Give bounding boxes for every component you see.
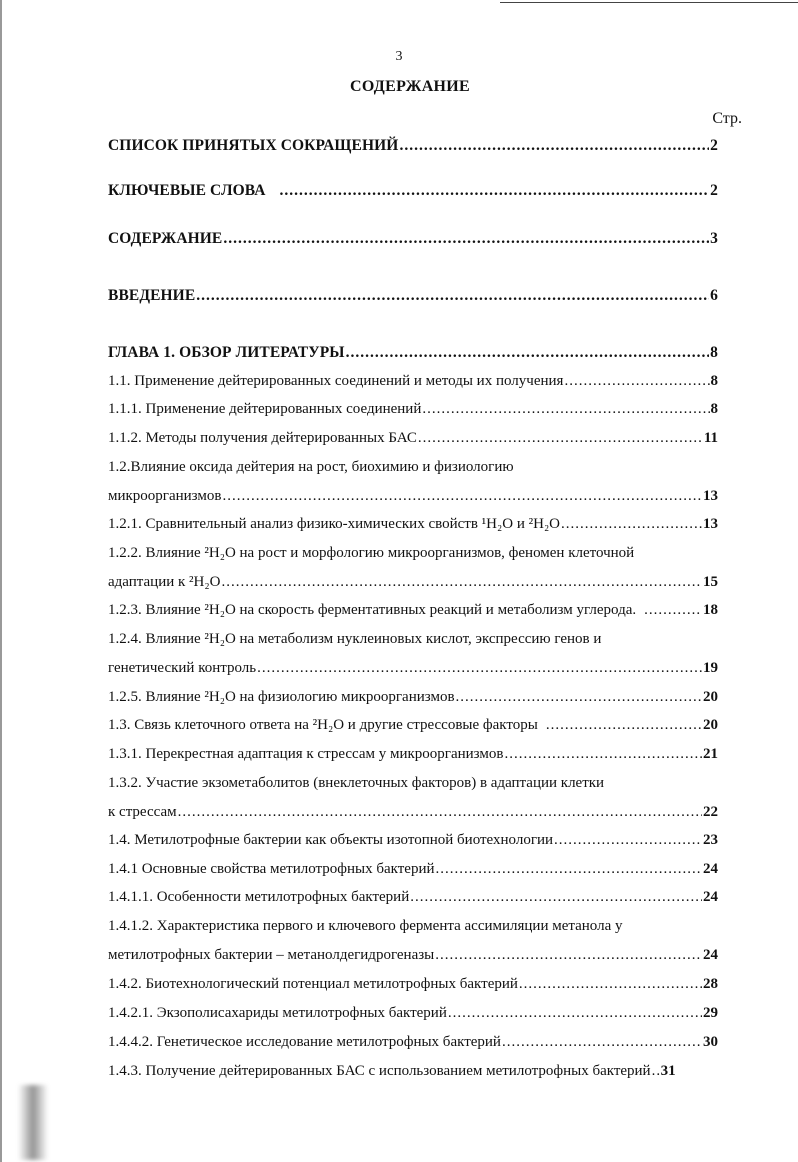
toc-entry: 1.1.1. Применение дейтерированных соединений ..... 8: [108, 399, 718, 419]
page-title: СОДЕРЖАНИЕ: [349, 78, 471, 95]
scan-artifact: [18, 1085, 48, 1160]
page-number: 3: [395, 49, 403, 64]
toc-entry: 1.4.1 Основные свойства метилотрофных бактерий ..... 24: [108, 859, 718, 879]
toc-entry: адаптации к ²H₂O ..... 15: [108, 572, 718, 592]
scan-left-border: [0, 0, 2, 1162]
toc-chapter-heading: ГЛАВА 1. ОБЗОР ЛИТЕРАТУРЫ ..... 8: [108, 343, 718, 363]
toc-entry: 1.2.5. Влияние ²H₂O на физиологию микроорганизмов ..... 20: [108, 687, 718, 707]
toc-entry: КЛЮЧЕВЫЕ СЛОВА ..... 2: [108, 181, 718, 201]
toc-entry: СОДЕРЖАНИЕ ..... 3: [108, 229, 718, 249]
toc-entry-line1: 1.4.1.2. Характеристика первого и ключевого фермента ассимиляции метанола у: [108, 918, 623, 934]
toc-entry: ВВЕДЕНИЕ ..... 6: [108, 286, 718, 306]
toc-entry: генетический контроль ..... 19: [108, 658, 718, 678]
toc-entry: 1.2.1. Сравнительный анализ физико-химических свойств ¹H₂O и ²H₂O ..... 13: [108, 514, 718, 534]
toc-entry: к стрессам ..... 22: [108, 802, 718, 822]
toc-entry-line1: 1.2.4. Влияние ²H₂O на метаболизм нуклеиновых кислот, экспрессию генов и: [108, 631, 602, 647]
toc-entry: 1.3.1. Перекрестная адаптация к стрессам у микроорганизмов ..... 21: [108, 744, 718, 764]
toc-entry: 1.4. Метилотрофные бактерии как объекты изотопной биотехнологии ..... 23: [108, 830, 718, 850]
toc-entry: метилотрофных бактерии – метанолдегидрогеназы ..... 24: [108, 945, 718, 965]
toc-entry: микроорганизмов ..... 13: [108, 486, 718, 506]
formula-light-water: ¹H₂O: [481, 516, 514, 532]
toc-entry: 1.4.4.2. Генетическое исследование метилотрофных бактерий ..... 30: [108, 1032, 718, 1052]
toc-entry: 1.3. Связь клеточного ответа на ²H₂O и другие стрессовые факторы ..... 20: [108, 715, 718, 735]
toc-entry: 1.1. Применение дейтерированных соединений и методы их получения ..... 8: [108, 371, 718, 391]
toc-entry-line1: 1.2.2. Влияние ²H₂O на рост и морфологию микроорганизмов, феномен клеточной: [108, 545, 635, 561]
toc-entry: 1.4.2. Биотехнологический потенциал метилотрофных бактерий ..... 28: [108, 974, 718, 994]
toc-entry: 1.4.2.1. Экзополисахариды метилотрофных бактерий ..... 29: [108, 1003, 718, 1023]
toc-entry: 1.4.3. Получение дейтерированных БАС с использованием метилотрофных бактерий ..... 31: [108, 1061, 722, 1081]
toc-entry-line1: 1.2.Влияние оксида дейтерия на рост, биохимию и физиологию: [108, 459, 514, 475]
scan-top-border: [500, 2, 798, 3]
page-column-label: Стр.: [712, 110, 742, 127]
toc-entry: 1.1.2. Методы получения дейтерированных БАС ..... 11: [108, 428, 718, 448]
toc-entry: 1.4.1.1. Особенности метилотрофных бактерий ..... 24: [108, 887, 718, 907]
toc-entry: 1.2.3. Влияние ²H₂O на скорость ферментативных реакций и метаболизм углерода. ..... 18: [108, 600, 718, 620]
toc-entry: СПИСОК ПРИНЯТЫХ СОКРАЩЕНИЙ ..... 2: [108, 136, 718, 156]
formula-heavy-water: ²H₂O: [528, 516, 561, 532]
toc-entry-line1: 1.3.2. Участие экзометаболитов (внеклеточных факторов) в адаптации клетки: [108, 775, 605, 791]
